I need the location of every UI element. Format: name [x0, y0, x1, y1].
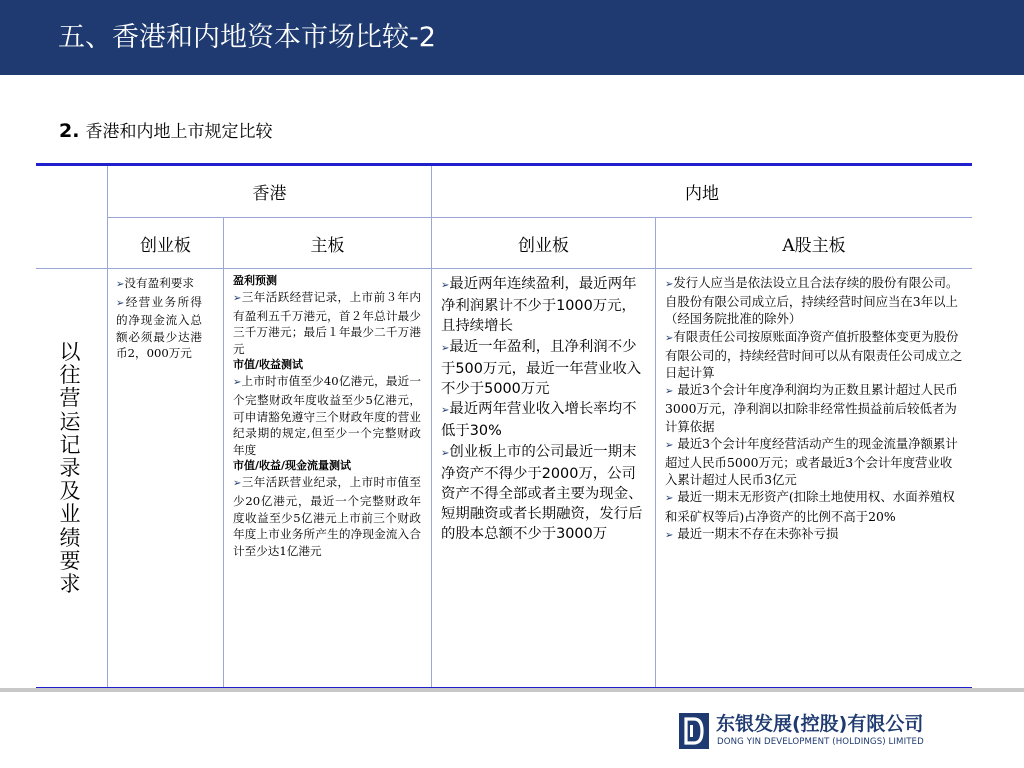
arrow-bullet-icon: ➢	[233, 377, 242, 389]
slide-title: 五、香港和内地资本市场比较-2	[58, 22, 436, 53]
list-item: ➢发行人应当是依法设立且合法存续的股份有限公司。自股份有限公司成立后，持续经营时间应当在3年以上（经国务院批准的除外）	[665, 275, 959, 327]
row-label-operating-record: 以往营运记录及业绩要求	[59, 340, 81, 597]
section-number: 2.	[59, 120, 80, 142]
profit-test-title: 盈利预测	[233, 274, 277, 287]
hk-gem-cell	[116, 275, 202, 362]
mainland-gem-cell	[441, 274, 645, 545]
col-divider-4	[655, 218, 656, 687]
header-mainland: 内地	[685, 184, 719, 204]
mcap-cashflow-title: 市值/收益/现金流量测试	[233, 459, 352, 473]
company-name-cn: 东银发展(控股)有限公司	[716, 713, 924, 735]
hk-main-cell	[233, 273, 421, 559]
footer-divider	[0, 688, 1024, 692]
arrow-bullet-icon: ➢	[116, 279, 125, 290]
arrow-bullet-icon: ➢	[665, 332, 674, 344]
company-name-en: DONG YIN DEVELOPMENT (HOLDINGS) LIMITED	[717, 737, 924, 747]
list-item: ➢没有盈利要求	[116, 276, 194, 290]
header-hong-kong: 香港	[252, 184, 287, 204]
arrow-bullet-icon: ➢	[441, 447, 450, 459]
arrow-bullet-icon: ➢	[665, 439, 674, 451]
arrow-bullet-icon: ➢	[441, 280, 450, 291]
arrow-bullet-icon: ➢	[665, 386, 674, 398]
list-item: ➢ 最近一期末无形资产(扣除土地使用权、水面养殖权和采矿权等后)占净资产的比例不高于20%	[665, 489, 955, 524]
subheader-mainland-a: A股主板	[782, 235, 846, 256]
list-item: ➢ 最近一期末不存在未弥补亏损	[665, 525, 839, 541]
subheader-hk-gem: 创业板	[140, 235, 191, 256]
title-bar	[0, 0, 1024, 75]
arrow-bullet-icon: ➢	[233, 293, 242, 304]
subheader-divider	[36, 268, 972, 269]
list-item: ➢上市时市值至少40亿港元，最近一个完整财政年度收益至少5亿港元，可申请豁免遵守三个财政年度的营业纪录期的规定,但至少一个完整财政年度	[233, 374, 421, 457]
arrow-bullet-icon: ➢	[441, 405, 450, 417]
list-item: ➢三年活跃经营记录，上市前３年内有盈利五千万港元，首２年总计最少三千万港元；最后１年最少二千万港元	[233, 290, 421, 356]
arrow-bullet-icon: ➢	[665, 279, 674, 290]
mcap-revenue-title: 市值/收益测试	[233, 358, 304, 372]
arrow-bullet-icon: ➢	[233, 478, 242, 490]
arrow-bullet-icon: ➢	[665, 493, 674, 505]
list-item: ➢三年活跃营业纪录，上市时市值至少20亿港元，最近一个完整财政年度收益至少5亿港元上市前三个财政年度上市业务所产生的净现金流入合计至少达1亿港元	[233, 475, 421, 558]
subheader-hk-main: 主板	[310, 235, 345, 256]
mainland-a-cell	[665, 274, 963, 544]
list-item: ➢ 最近3个会计年度经营活动产生的现金流量净额累计超过人民币5000万元；或者最近3个会计年度营业收入累计超过人民币3亿元	[665, 435, 958, 488]
arrow-bullet-icon: ➢	[116, 297, 125, 309]
section-subtitle-text: 香港和内地上市规定比较	[85, 122, 273, 142]
arrow-bullet-icon: ➢	[441, 342, 450, 354]
list-item: ➢最近两年营业收入增长率均不低于30%	[441, 401, 637, 440]
list-item: ➢最近两年连续盈利，最近两年净利润累计不少于1000万元，且持续增长	[441, 276, 637, 335]
list-item: ➢经营业务所得的净现金流入总额必须最少达港币2，000万元	[116, 294, 202, 361]
subheader-mainland-gem: 创业板	[518, 235, 569, 256]
section-subtitle	[59, 119, 272, 144]
arrow-bullet-icon: ➢	[665, 529, 674, 541]
company-logo-icon	[679, 713, 709, 749]
list-item: ➢有限责任公司按原账面净资产值折股整体变更为股份有限公司的，持续经营时间可以从有限责任公司成立之日起计算	[665, 328, 963, 381]
list-item: ➢ 最近3个会计年度净利润均为正数且累计超过人民币3000万元，净利润以扣除非经常性损益前后较低者为计算依据	[665, 382, 958, 434]
list-item: ➢最近一年盈利，且净利润不少于500万元，最近一年营业收入不少于5000万元	[441, 338, 642, 398]
list-item: ➢创业板上市的公司最近一期末净资产不得少于2000万，公司资产不得全部或者主要为现金、短期融资或者长期融资，发行后的股本总额不少于3000万	[441, 443, 643, 543]
col-divider-2	[223, 218, 224, 687]
